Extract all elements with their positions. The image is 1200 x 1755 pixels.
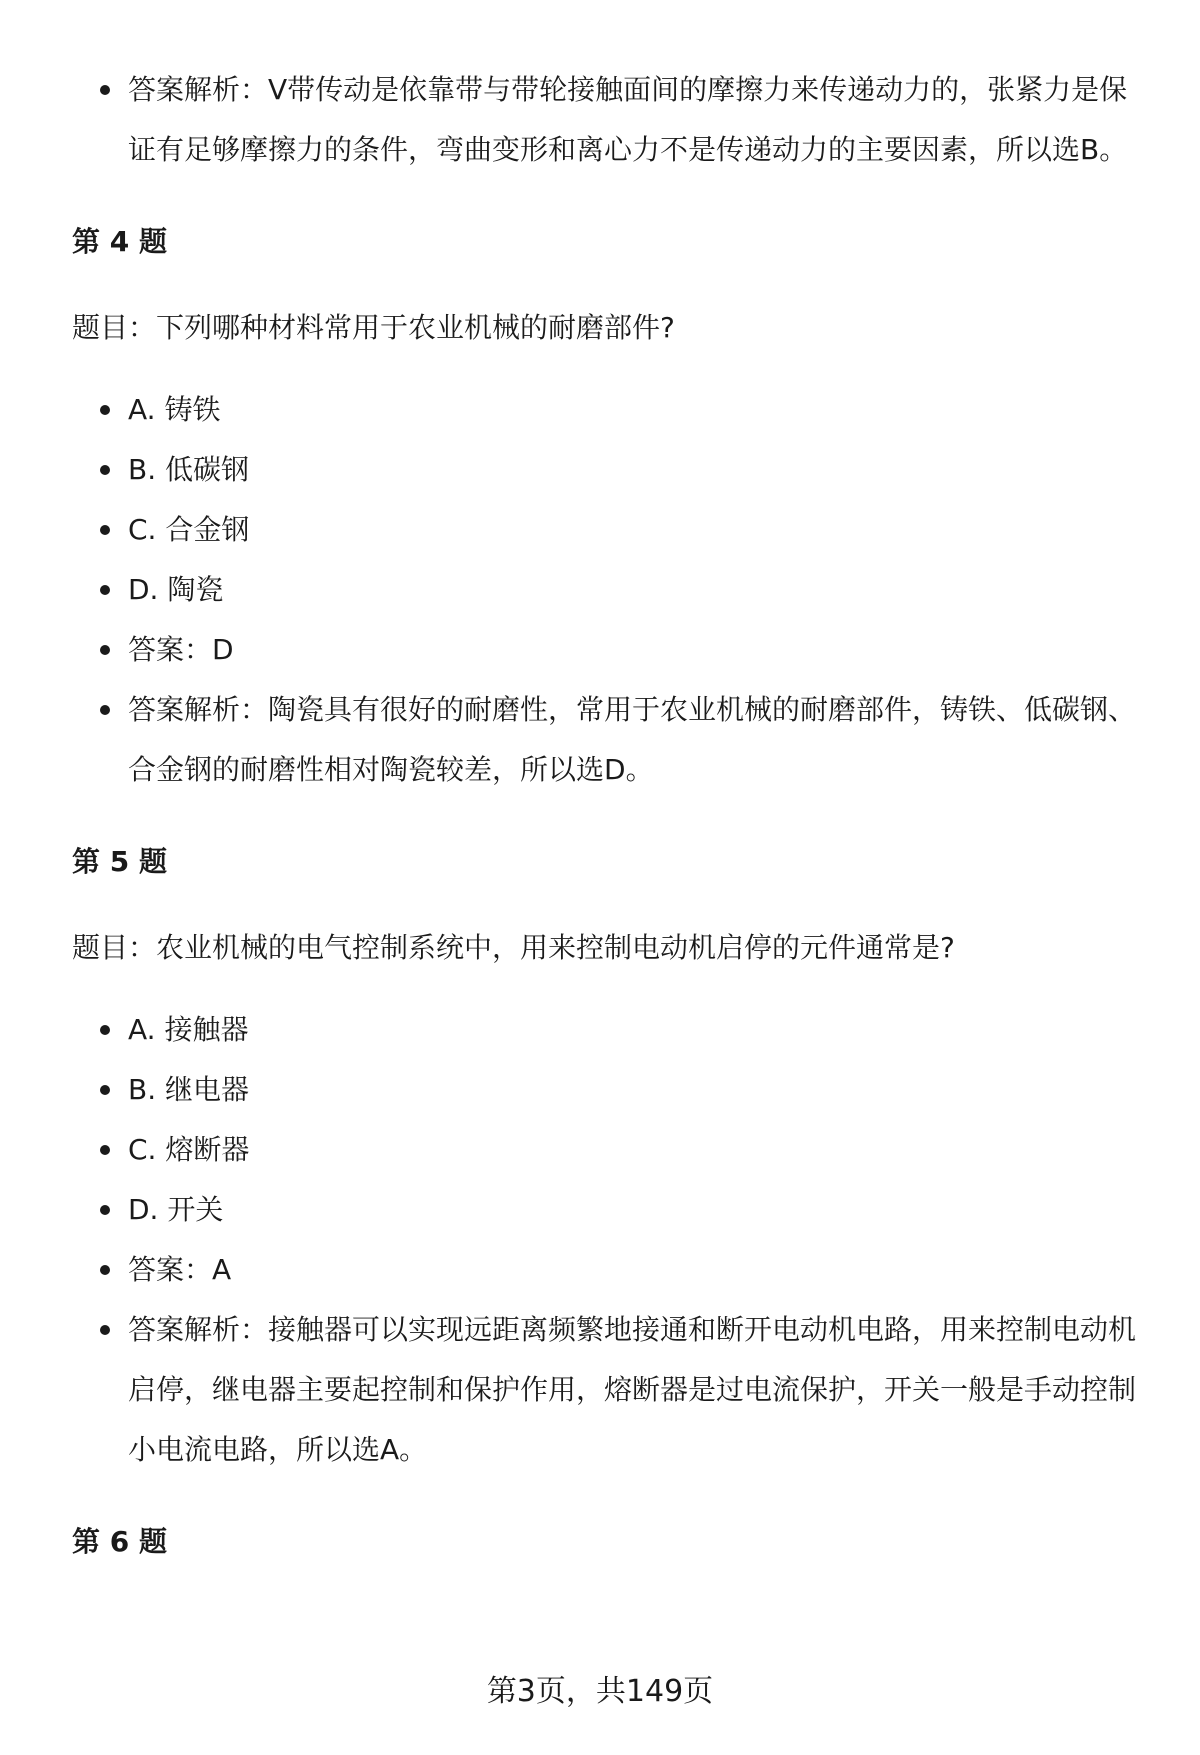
q5-option-b: B. 继电器 xyxy=(72,1060,1142,1120)
q4-answer: 答案：D xyxy=(72,620,1142,680)
q4-explanation: 答案解析：陶瓷具有很好的耐磨性，常用于农业机械的耐磨部件，铸铁、低碳钢、合金钢的耐磨性相对陶瓷较差，所以选D。 xyxy=(72,680,1142,800)
q5-explanation: 答案解析：接触器可以实现远距离频繁地接通和断开电动机电路，用来控制电动机启停，继电器主要起控制和保护作用，熔断器是过电流保护，开关一般是手动控制小电流电路，所以选A。 xyxy=(72,1300,1142,1480)
q5-heading: 第 5 题 xyxy=(72,845,167,878)
q5-option-a: A. 接触器 xyxy=(72,1000,1142,1060)
q4-option-c: C. 合金钢 xyxy=(72,500,1142,560)
q4-option-d: D. 陶瓷 xyxy=(72,560,1142,620)
q4-heading: 第 4 题 xyxy=(72,225,167,258)
q5-option-d: D. 开关 xyxy=(72,1180,1142,1240)
q5-options-list xyxy=(72,1000,1142,1480)
q5-answer: 答案：A xyxy=(72,1240,1142,1300)
q5-option-c: C. 熔断器 xyxy=(72,1120,1142,1180)
q4-options-list xyxy=(72,380,1142,800)
q4-question: 题目：下列哪种材料常用于农业机械的耐磨部件? xyxy=(72,311,675,344)
q4-option-a: A. 铸铁 xyxy=(72,380,1142,440)
page-footer: 第3页，共149页 xyxy=(486,1674,714,1709)
page-content xyxy=(72,60,1142,1562)
q6-heading: 第 6 题 xyxy=(72,1525,167,1558)
q3-continuation-list xyxy=(72,60,1142,180)
q3-explanation: 答案解析：V带传动是依靠带与带轮接触面间的摩擦力来传递动力的，张紧力是保证有足够摩擦力的条件，弯曲变形和离心力不是传递动力的主要因素，所以选B。 xyxy=(72,60,1142,180)
q5-question: 题目：农业机械的电气控制系统中，用来控制电动机启停的元件通常是? xyxy=(72,931,955,964)
q4-option-b: B. 低碳钢 xyxy=(72,440,1142,500)
